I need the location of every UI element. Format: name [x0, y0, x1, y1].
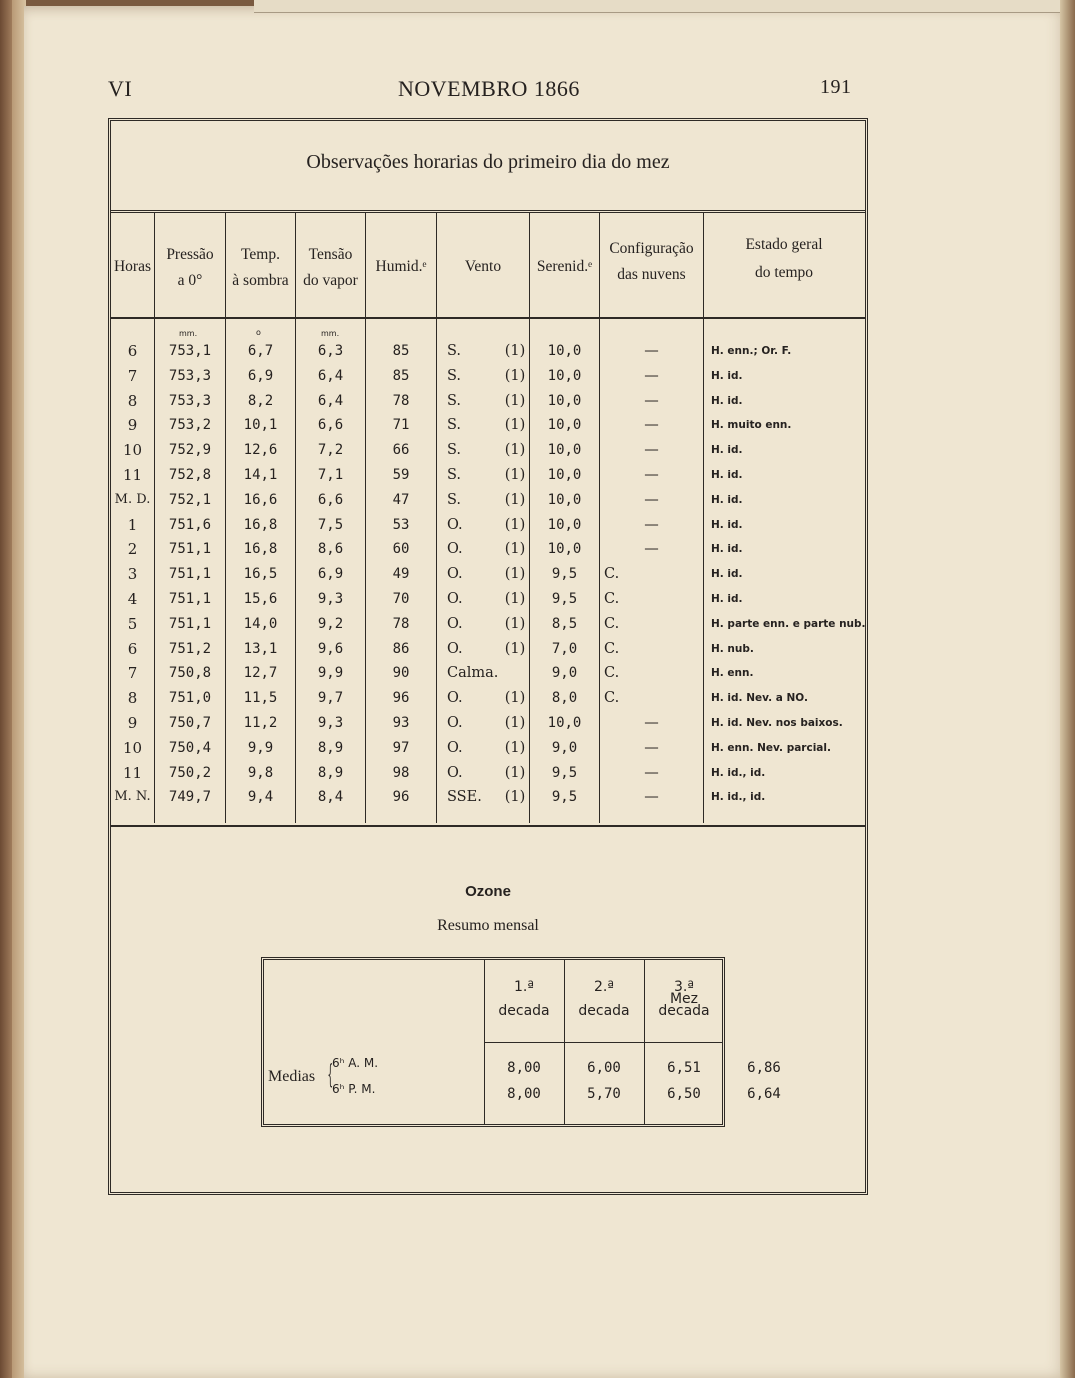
cell-humid: 60 — [392, 541, 410, 558]
cell-forca: (1) — [504, 516, 526, 533]
cell-forca: (1) — [504, 417, 526, 434]
cell-pressao: 753,3 — [168, 392, 212, 409]
cell-config: — — [644, 715, 659, 731]
cell-temp: 14,1 — [243, 467, 278, 483]
cell-humid: 66 — [392, 442, 410, 459]
cell-forca — [501, 661, 529, 685]
ozone-value: 5,70 — [587, 1086, 621, 1102]
page-top-strip — [254, 0, 1064, 13]
cell-config: — — [644, 343, 659, 359]
cell-humid: 85 — [392, 367, 410, 384]
cell-tensao: 8,9 — [317, 739, 344, 756]
cell-estado: H. id., id. — [711, 791, 766, 804]
cell-pressao: 753,1 — [168, 343, 212, 359]
cell-estado: H. id. — [711, 444, 743, 457]
cell-hora: 10 — [122, 441, 143, 460]
cell-vento: SSE. — [447, 789, 482, 806]
cell-humid: 70 — [392, 591, 410, 607]
ozone-value: 8,00 — [507, 1086, 541, 1102]
cell-pressao: 751,0 — [168, 690, 212, 707]
cell-serenid: 10,0 — [547, 367, 582, 384]
cell-estado: H. id. — [711, 518, 743, 531]
colhead-tensao-2: do vapor — [303, 272, 358, 289]
cell-serenid: 9,5 — [551, 591, 578, 607]
cell-config: — — [644, 392, 659, 409]
cell-vento: O. — [447, 541, 463, 558]
cell-pressao: 751,1 — [168, 615, 212, 632]
cell-tensao: 6,6 — [317, 491, 344, 508]
cell-config: C. — [604, 640, 620, 657]
cell-temp: 8,2 — [247, 392, 274, 409]
colhead-estado-1: Estado geral — [745, 236, 823, 253]
cell-pressao: 750,2 — [168, 764, 212, 781]
cell-pressao: 751,6 — [168, 516, 212, 533]
cell-tensao: 6,6 — [317, 417, 344, 434]
cell-temp: 16,5 — [243, 566, 278, 583]
ozone-head-3-num: 3.ª — [674, 979, 694, 995]
cell-vento: O. — [447, 640, 463, 657]
cell-estado: H. id. — [711, 568, 743, 581]
cell-pressao: 751,2 — [168, 640, 212, 657]
cell-temp: 9,4 — [247, 789, 274, 806]
cell-temp: 12,7 — [243, 665, 278, 682]
cell-tensao: 7,2 — [317, 442, 344, 459]
cell-serenid: 10,0 — [547, 715, 582, 731]
cell-humid: 86 — [392, 640, 410, 657]
colhead-tensao-1: Tensão — [308, 246, 353, 263]
ozone-head-2-num: 2.ª — [594, 979, 614, 995]
cell-forca: (1) — [504, 367, 526, 384]
book-right-edge — [1060, 0, 1075, 1378]
cell-pressao: 751,1 — [168, 591, 212, 607]
ozone-head-3-label: decada — [658, 1003, 710, 1019]
cell-hora: 9 — [127, 714, 138, 732]
book-left-edge — [0, 0, 12, 1378]
cell-forca: (1) — [504, 343, 526, 359]
cell-estado: H. id. — [711, 543, 743, 556]
cell-vento: O. — [447, 690, 463, 707]
header-month-year: NOVEMBRO 1866 — [398, 76, 580, 101]
cell-temp: 16,8 — [243, 541, 278, 558]
cell-pressao: 752,8 — [168, 467, 212, 483]
ozone-value: 6,00 — [587, 1060, 621, 1076]
cell-vento: S. — [447, 343, 462, 359]
cell-humid: 71 — [392, 417, 410, 434]
cell-tensao: 9,9 — [317, 665, 344, 682]
cell-estado: H. id. — [711, 469, 743, 481]
cell-humid: 90 — [392, 665, 410, 682]
cell-vento: Calma. — [447, 665, 499, 682]
colhead-estado-2: do tempo — [754, 264, 814, 281]
cell-hora: 9 — [127, 416, 138, 435]
cell-hora: 5 — [127, 614, 138, 633]
cell-hora: 4 — [127, 590, 138, 608]
ozone-value: 6,64 — [747, 1086, 781, 1102]
cell-pressao: 749,7 — [168, 789, 212, 806]
cell-vento: S. — [447, 442, 462, 459]
ozone-title: Ozone — [465, 883, 511, 900]
cell-config: C. — [604, 615, 620, 632]
colhead-pressao-2: a 0° — [177, 272, 203, 289]
cell-hora: 6 — [127, 639, 138, 658]
cell-humid: 78 — [392, 615, 410, 632]
cell-humid: 96 — [392, 789, 410, 806]
ozone-head-1-num: 1.ª — [514, 979, 534, 995]
colhead-pressao-1: Pressão — [166, 246, 214, 263]
cell-tensao: 6,3 — [317, 343, 344, 359]
cell-forca: (1) — [504, 715, 526, 731]
cell-forca: (1) — [504, 789, 526, 806]
cell-vento: S. — [447, 417, 462, 434]
cell-tensao: 9,7 — [317, 690, 344, 707]
cell-config: — — [644, 789, 659, 806]
cell-config: — — [644, 367, 659, 384]
cell-humid: 93 — [392, 715, 410, 731]
cell-config: — — [644, 467, 659, 483]
colhead-horas: Horas — [113, 258, 152, 275]
cell-forca: (1) — [504, 442, 526, 459]
cell-tensao: 9,3 — [317, 591, 344, 607]
cell-temp: 13,1 — [243, 640, 278, 657]
cell-vento: O. — [447, 764, 463, 781]
cell-pressao: 750,7 — [168, 715, 212, 731]
cell-config: — — [644, 541, 659, 558]
cell-humid: 49 — [392, 566, 410, 583]
cell-hora: 2 — [127, 540, 138, 559]
cell-hora: 7 — [127, 664, 138, 683]
header-section-number: VI — [108, 76, 133, 101]
cell-hora: 8 — [127, 391, 138, 410]
cell-forca: (1) — [504, 591, 526, 607]
cell-vento: S. — [447, 392, 462, 409]
cell-temp: 6,7 — [247, 343, 274, 359]
cell-serenid: 10,0 — [547, 541, 582, 558]
cell-pressao: 752,9 — [168, 442, 212, 459]
cell-config: C. — [604, 566, 620, 583]
cell-serenid: 10,0 — [547, 491, 582, 508]
cell-serenid: 9,0 — [551, 739, 578, 756]
cell-temp: 11,5 — [243, 690, 278, 707]
cell-estado: H. id., id. — [711, 766, 766, 779]
cell-forca: (1) — [504, 566, 526, 583]
cell-pressao: 753,3 — [168, 367, 212, 384]
cell-serenid: 9,5 — [551, 566, 578, 583]
cell-estado: H. enn. Nev. parcial. — [711, 741, 831, 754]
ozone-value: 6,86 — [747, 1060, 781, 1076]
cell-forca: (1) — [504, 541, 526, 558]
cell-config: — — [644, 442, 659, 459]
cell-forca: (1) — [504, 491, 526, 508]
table-title: Observações horarias do primeiro dia do mez — [306, 151, 670, 173]
cell-config: — — [644, 739, 659, 756]
cell-hora: 3 — [127, 565, 138, 584]
observations-frame — [108, 118, 868, 1195]
table-title-box — [111, 121, 865, 213]
cell-serenid: 10,0 — [547, 442, 582, 459]
cell-temp: 9,9 — [247, 739, 274, 756]
cell-humid: 97 — [392, 739, 410, 756]
cell-serenid: 8,5 — [551, 615, 578, 632]
cell-tensao: 7,5 — [317, 516, 344, 533]
cell-config: — — [644, 417, 659, 434]
cell-tensao: 7,1 — [317, 467, 344, 483]
cell-serenid: 10,0 — [547, 417, 582, 434]
cell-config: — — [644, 764, 659, 781]
cell-tensao: 8,6 — [317, 541, 344, 558]
cell-temp: 14,0 — [243, 615, 278, 632]
cell-forca: (1) — [504, 739, 526, 756]
cell-serenid: 10,0 — [547, 392, 582, 409]
cell-humid: 78 — [392, 392, 410, 409]
ozone-head-2-label: decada — [578, 1003, 630, 1019]
colhead-temp-1: Temp. — [241, 246, 280, 263]
cell-humid: 53 — [392, 516, 410, 533]
cell-temp: 10,1 — [243, 417, 278, 434]
ozone-value: 8,00 — [507, 1060, 541, 1076]
cell-temp: 12,6 — [243, 442, 278, 459]
cell-temp: 15,6 — [243, 591, 278, 607]
ozone-value: 6,51 — [667, 1060, 701, 1076]
cell-serenid: 9,5 — [551, 789, 578, 806]
cell-pressao: 752,1 — [168, 491, 212, 508]
cell-serenid: 10,0 — [547, 467, 582, 483]
cell-hora: 11 — [122, 466, 143, 484]
cell-humid: 98 — [392, 764, 410, 781]
cell-humid: 96 — [392, 690, 410, 707]
cell-config: — — [644, 516, 659, 533]
cell-serenid: 9,0 — [551, 665, 578, 682]
cell-hora: 6 — [127, 342, 138, 360]
cell-config: C. — [604, 665, 620, 682]
cell-tensao: 8,9 — [317, 764, 344, 781]
cell-hora: 7 — [127, 366, 138, 385]
cell-tensao: 9,2 — [317, 615, 344, 632]
cell-forca: (1) — [504, 467, 526, 483]
cell-hora: 8 — [127, 689, 138, 708]
cell-humid: 85 — [392, 343, 410, 359]
cell-hora: M. N. — [114, 789, 151, 805]
ozone-head-1-label: decada — [498, 1003, 550, 1019]
cell-hora: 11 — [122, 763, 143, 782]
cell-serenid: 7,0 — [551, 640, 578, 657]
ozone-medias-label: Medias — [268, 1068, 316, 1085]
cell-hora: 10 — [122, 738, 143, 757]
cell-hora: 1 — [127, 515, 138, 534]
ozone-subtitle: Resumo mensal — [437, 917, 539, 934]
cell-config: — — [644, 491, 659, 508]
colhead-humid: Humid.ᵉ — [375, 258, 427, 275]
cell-tensao: 9,3 — [317, 715, 344, 731]
cell-tensao: 9,6 — [317, 640, 344, 657]
cell-serenid: 9,5 — [551, 764, 578, 781]
unit-pressao: mm. — [179, 329, 198, 338]
cell-forca: (1) — [504, 615, 526, 632]
cell-estado: H. nub. — [711, 642, 754, 655]
cell-vento: O. — [447, 591, 463, 607]
cell-vento: O. — [447, 566, 463, 583]
cell-temp: 16,6 — [243, 491, 278, 508]
cell-tensao: 6,9 — [317, 566, 344, 583]
cell-temp: 9,8 — [247, 764, 274, 781]
cell-estado: H. id. Nev. a NO. — [711, 692, 808, 705]
colhead-config-1: Configuração — [609, 240, 694, 257]
cell-estado: H. id. — [711, 369, 743, 382]
ozone-brace: { — [327, 1060, 334, 1090]
cell-vento: O. — [447, 715, 463, 731]
cell-tensao: 6,4 — [317, 392, 344, 409]
cell-tensao: 6,4 — [317, 367, 344, 384]
cell-pressao: 751,1 — [168, 541, 212, 558]
cell-forca: (1) — [504, 690, 526, 707]
colhead-config-2: das nuvens — [617, 266, 686, 283]
cell-pressao: 753,2 — [168, 417, 212, 434]
colhead-temp-2: à sombra — [232, 272, 289, 289]
cell-estado: H. id. — [711, 493, 743, 506]
cell-temp: 6,9 — [247, 367, 274, 384]
ozone-head-mez: Mez — [669, 991, 699, 1007]
header-page-number: 191 — [820, 76, 852, 98]
cell-humid: 47 — [392, 491, 410, 508]
cell-vento: O. — [447, 516, 463, 533]
cell-estado: H. enn. — [711, 667, 754, 680]
colhead-serenid: Serenid.ᵉ — [536, 258, 593, 275]
cell-pressao: 750,8 — [168, 665, 212, 682]
unit-tensao: mm. — [321, 329, 340, 338]
cell-pressao: 750,4 — [168, 739, 212, 756]
cell-estado: H. id. — [711, 394, 743, 407]
ozone-value: 6,50 — [667, 1086, 701, 1102]
cell-forca: (1) — [504, 764, 526, 781]
ozone-row-label-am: 6ʰ A. M. — [332, 1056, 379, 1070]
cell-estado: H. parte enn. e parte nub. — [711, 617, 866, 630]
cell-serenid: 10,0 — [547, 516, 582, 533]
cell-estado: H. enn.; Or. F. — [711, 345, 792, 357]
ozone-row-label-pm: 6ʰ P. M. — [332, 1082, 376, 1096]
cell-estado: H. id. — [711, 593, 743, 605]
cell-forca: (1) — [504, 392, 526, 409]
cell-temp: 16,8 — [243, 516, 278, 533]
cell-vento: S. — [447, 467, 462, 483]
cell-serenid: 8,0 — [551, 690, 578, 707]
cell-hora: M. D. — [114, 491, 151, 507]
cell-vento: S. — [447, 491, 462, 508]
cell-serenid: 10,0 — [547, 343, 582, 359]
cell-config: C. — [604, 690, 620, 707]
cell-config: C. — [604, 591, 620, 607]
cell-vento: O. — [447, 615, 463, 632]
cell-humid: 59 — [392, 467, 410, 483]
colhead-vento: Vento — [464, 258, 502, 275]
cell-vento: S. — [447, 367, 462, 384]
ozone-table — [261, 957, 781, 1127]
cell-temp: 11,2 — [243, 715, 278, 731]
cell-pressao: 751,1 — [168, 566, 212, 583]
cell-vento: O. — [447, 739, 463, 756]
cell-estado: H. muito enn. — [711, 419, 792, 432]
cell-tensao: 8,4 — [317, 789, 344, 806]
unit-temp: o — [256, 328, 261, 337]
cell-forca: (1) — [504, 640, 526, 657]
cell-estado: H. id. Nev. nos baixos. — [711, 717, 843, 729]
